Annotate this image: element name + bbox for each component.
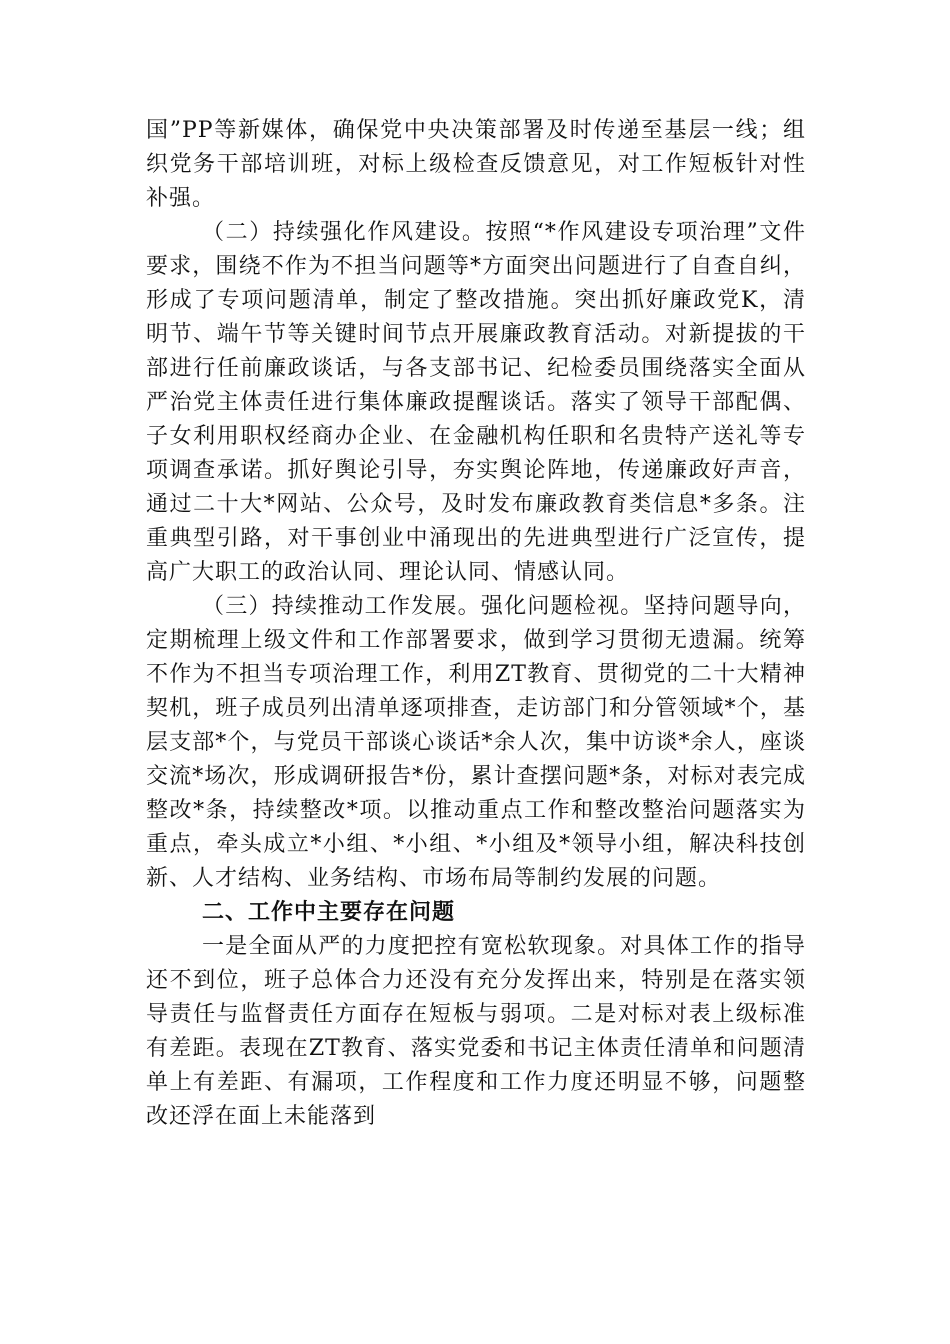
- document-body: [146, 114, 806, 1134]
- paragraph-work-style: （二）持续强化作风建设。按照“*作风建设专项治理”文件要求，围绕不作为不担当问题等*方面突出问题进行了自查自纠，形成了专项问题清单，制定了整改措施。突出抓好廉政党K，清明节、端午节等关键时间节点开展廉政教育活动。对新提拔的干部进行任前廉政谈话，与各支部书记、纪检委员围绕落实全面从严治党主体责任进行集体廉政提醒谈话。落实了领导干部配偶、子女利用职权经商办企业、在金融机构任职和名贵特产送礼等专项调查承诺。抓好舆论引导，夯实舆论阵地，传递廉政好声音，通过二十大*网站、公众号，及时发布廉政教育类信息*多条。注重典型引路，对干事创业中涌现出的先进典型进行广泛宣传，提高广大职工的政治认同、理论认同、情感认同。: [146, 220, 806, 585]
- paragraph-work-development: （三）持续推动工作发展。强化问题检视。坚持问题导向，定期梳理上级文件和工作部署要求，做到学习贯彻无遗漏。统筹不作为不担当专项治理工作，利用ZT教育、贯彻党的二十大精神契机，班子成员列出清单逐项排查，走访部门和分管领域*个，基层支部*个，与党员干部谈心谈话*余人次，集中访谈*余人，座谈交流*场次，形成调研报告*份，累计查摆问题*条，对标对表完成整改*条，持续整改*项。以推动重点工作和整改整治问题落实为重点，牵头成立*小组、*小组、*小组及*领导小组，解决科技创新、人才结构、业务结构、市场布局等制约发展的问题。: [146, 594, 806, 891]
- section-heading-problems: 二、工作中主要存在问题: [202, 900, 456, 925]
- paragraph-problems: 一是全面从严的力度把控有宽松软现象。对具体工作的指导还不到位，班子总体合力还没有充分发挥出来，特别是在落实领导责任与监督责任方面存在短板与弱项。二是对标对表上级标准有差距。表现在ZT教育、落实党委和书记主体责任清单和问题清单上有差距、有漏项，工作程度和工作力度还明显不够，问题整改还浮在面上未能落到: [146, 934, 806, 1129]
- paragraph-new-media: 国”PP等新媒体，确保党中央决策部署及时传递至基层一线；组织党务干部培训班，对标上级检查反馈意见，对工作短板针对性补强。: [146, 118, 806, 211]
